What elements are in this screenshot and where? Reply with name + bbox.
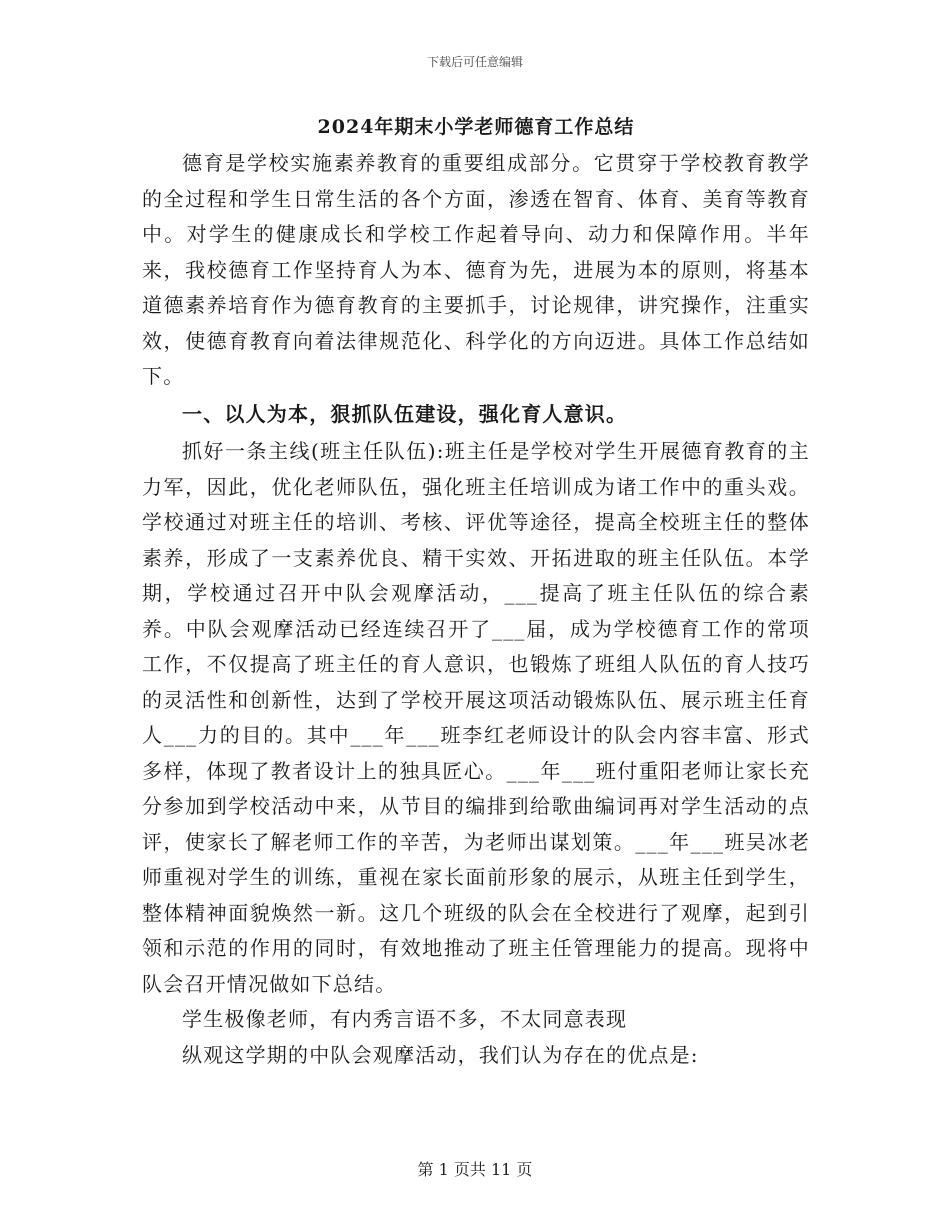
page-header-note: 下载后可任意编辑 bbox=[426, 55, 523, 69]
body-paragraph-summary: 纵观这学期的中队会观摩活动，我们认为存在的优点是: bbox=[182, 1042, 699, 1067]
document-title: 2024年期末小学老师德育工作总结 bbox=[317, 116, 635, 138]
document-body bbox=[142, 112, 810, 1073]
section-heading-1: 一、以人为本，狠抓队伍建设，强化育人意识。 bbox=[182, 401, 628, 426]
page-number: 第 1 页共 11 页 bbox=[417, 1160, 533, 1179]
intro-paragraph: 德育是学校实施素养教育的重要组成部分。它贯穿于学校教育教学的全过程和学生日常生活的各个方面，渗透在智育、体育、美育等教育中。对学生的健康成长和学校工作起着导向、动力和保障作用。半年来，我校德育工作坚持育人为本、德育为先，进展为本的原则，将基本道德素养培育作为德育教育的主要抓手，讨论规律，讲究操作，注重实效，使德育教育向着法律规范化、科学化的方向迈进。具体工作总结如下。 bbox=[142, 151, 810, 388]
body-paragraph-students: 学生极像老师，有内秀言语不多，不太同意表现 bbox=[182, 1007, 628, 1031]
body-paragraph-team: 抓好一条主线(班主任队伍):班主任是学校对学生开展德育教育的主力军，因此，优化老师队伍，强化班主任培训成为诸工作中的重头戏。学校通过对班主任的培训、考核、评优等途径，提高全校班主任的整体素养，形成了一支素养优良、精干实效、开拓进取的班主任队伍。本学期，学校通过召开中队会观摩活动，___提高了班主任队伍的综合素养。中队会观摩活动已经连续召开了___届，成为学校德育工作的常项工作，不仅提高了班主任的育人意识，也锻炼了班组人队伍的育人技巧的灵活性和创新性，达到了学校开展这项活动锻炼队伍、展示班主任育人___力的目的。其中___年___班李红老师设计的队会内容丰富、形式多样，体现了教者设计上的独具匠心。___年___班付重阳老师让家长充分参加到学校活动中来，从节目的编排到给歌曲编词再对学生活动的点评，使家长了解老师工作的辛苦，为老师出谋划策。___年___班吴冰老师重视对学生的训练，重视在家长面前形象的展示，从班主任到学生，整体精神面貌焕然一新。这几个班级的队会在全校进行了观摩，起到引领和示范的作用的同时，有效地推动了班主任管理能力的提高。现将中队会召开情况做如下总结。 bbox=[142, 439, 810, 996]
